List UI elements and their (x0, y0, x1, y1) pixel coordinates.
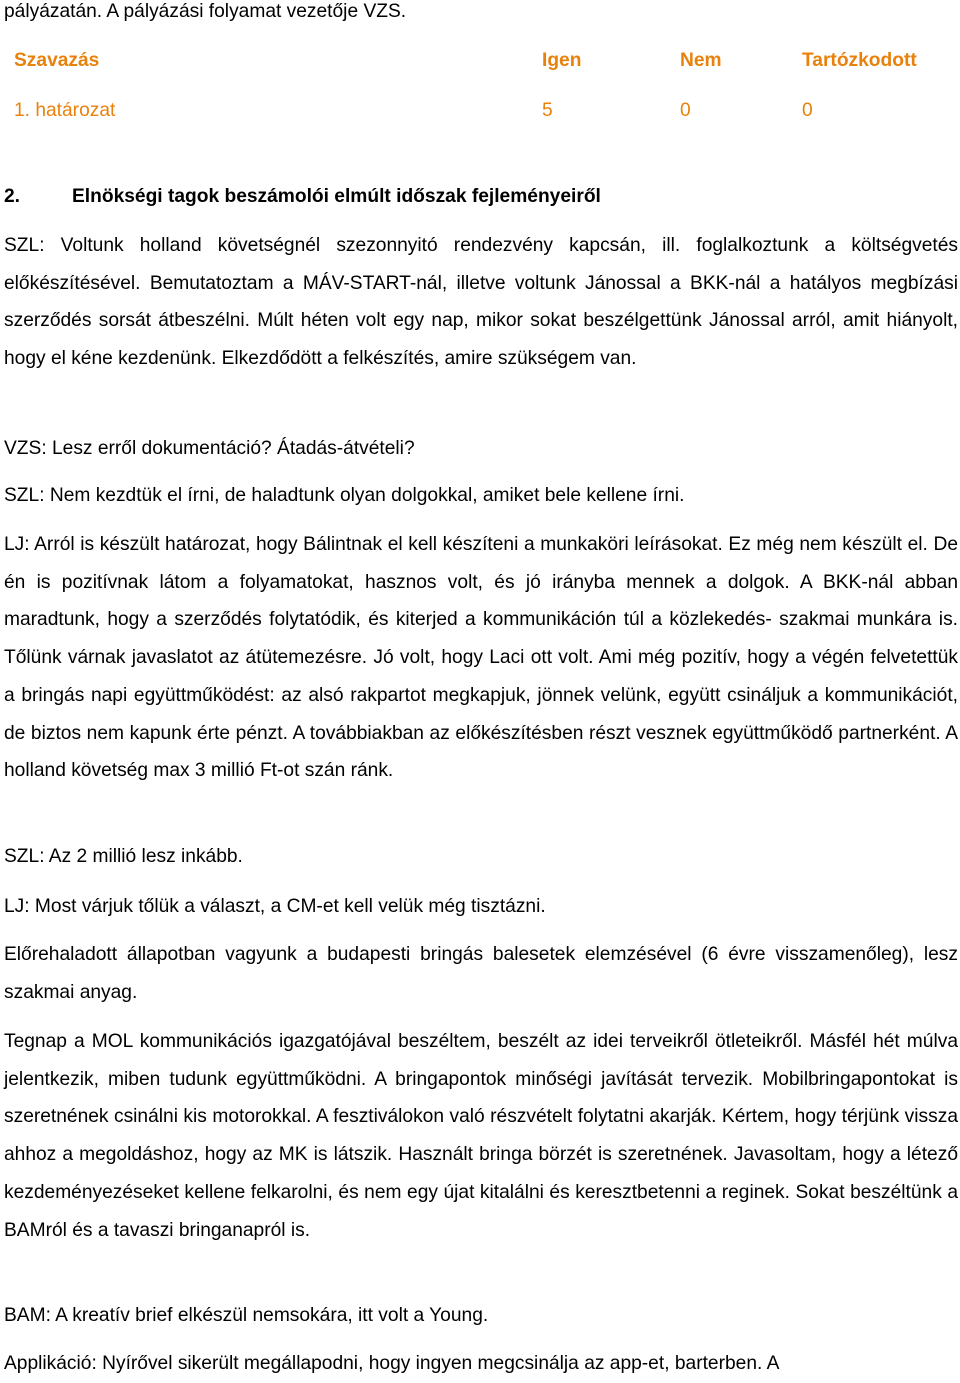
paragraph-mol-meeting: Tegnap a MOL kommunikációs igazgatójával beszéltem, beszélt az idei terveikről ötleteikről. Másfél hét múlva jelentkezik, miben tudunk együttműködni. A bringapontok minőségi javítását tervezik. Mobilbringapontokat is szeretnének csinálni kis motorokkal. A fesztiválokon való részvételt folytatni akarják. Kértem, hogy térjünk vissza ahhoz a megoldáshoz, hogy az MK is látszik. Használt bringa börzét is szeretnének. Javasoltam, hogy a létező kezdeményezéseket kellene felkarolni, és nem egy újat kitalálni és keresztbetenni a reginek. Sokat beszéltünk a BAMról és a tavaszi bringanapról is. (4, 1031, 958, 1241)
vote-row-yes: 5 (542, 100, 553, 121)
vote-header-yes: Igen (542, 50, 582, 71)
paragraph-bam-brief: BAM: A kreatív brief elkészül nemsokára, itt volt a Young. (4, 1305, 489, 1326)
vote-row-no: 0 (680, 100, 691, 121)
vote-header-label: Szavazás (14, 50, 100, 71)
section-number: 2. (4, 186, 21, 207)
paragraph-vzs-question: VZS: Lesz erről dokumentáció? Átadás-átvételi? (4, 438, 415, 459)
vote-row-label: 1. határozat (14, 100, 116, 121)
paragraph-szl-answer: SZL: Nem kezdtük el írni, de haladtunk olyan dolgokkal, amiket bele kellene írni. (4, 485, 685, 506)
paragraph-application: Applikáció: Nyírővel sikerült megállapodni, hogy ingyen megcsinálja az app-et, barterben. A (4, 1353, 780, 1374)
paragraph-lj-waiting: LJ: Most várjuk tőlük a választ, a CM-et kell velük még tisztázni. (4, 896, 546, 917)
paragraph-szl-report: SZL: Voltunk holland követségnél szezonnyitó rendezvény kapcsán, ill. foglalkoztunk a költségvetés előkészítésével. Bemutatoztam a MÁV-START-nál, illetve voltunk Jánossal a BKK-nál a hatályos megbízási szerződés sorsát átbeszélni. Múlt héten volt egy nap, mikor sokat beszélgettünk Jánossal arról, amit hiányolt, hogy el kéne kezdenünk. Elkezdődött a felkészítés, amire szükségem van. (4, 235, 958, 370)
paragraph-accident-analysis: Előrehaladott állapotban vagyunk a budapesti bringás balesetek elemzésével (6 évre visszamenőleg), lesz szakmai anyag. (4, 944, 958, 1003)
vote-header-abstain: Tartózkodott (802, 50, 917, 71)
paragraph-lj-report: LJ: Arról is készült határozat, hogy Bálintnak el kell készíteni a munkaköri leírásokat. Ez még nem készült el. De én is pozitívnak látom a folyamatokat, hasznos volt, és jó irányba mennek a dolgok. A BKK-nál abban maradtunk, hogy a szerződés folytatódik, és kiterjed a kommunikáción túl a közlekedés- szakmai munkára is. Tőlünk várnak javaslatot az átütemezésre. Jó volt, hogy Laci ott volt. Ami még pozitív, hogy a végén felvetettük a bringás napi együttműködést: az alsó rakpartot megkapjuk, jönnek velünk, együtt csináljuk a kommunikációt, de biztos nem kapunk érte pénzt. A továbbiakban az előkészítésben részt vesznek együttműködő partnerként. A holland követség max 3 millió Ft-ot szán ránk. (4, 534, 958, 782)
paragraph-szl-amount: SZL: Az 2 millió lesz inkább. (4, 846, 243, 867)
intro-line: pályázatán. A pályázási folyamat vezetője VZS. (4, 1, 407, 22)
section-title: Elnökségi tagok beszámolói elmúlt időszak fejleményeiről (72, 186, 601, 207)
vote-row-abstain: 0 (802, 100, 813, 121)
vote-header-no: Nem (680, 50, 722, 71)
